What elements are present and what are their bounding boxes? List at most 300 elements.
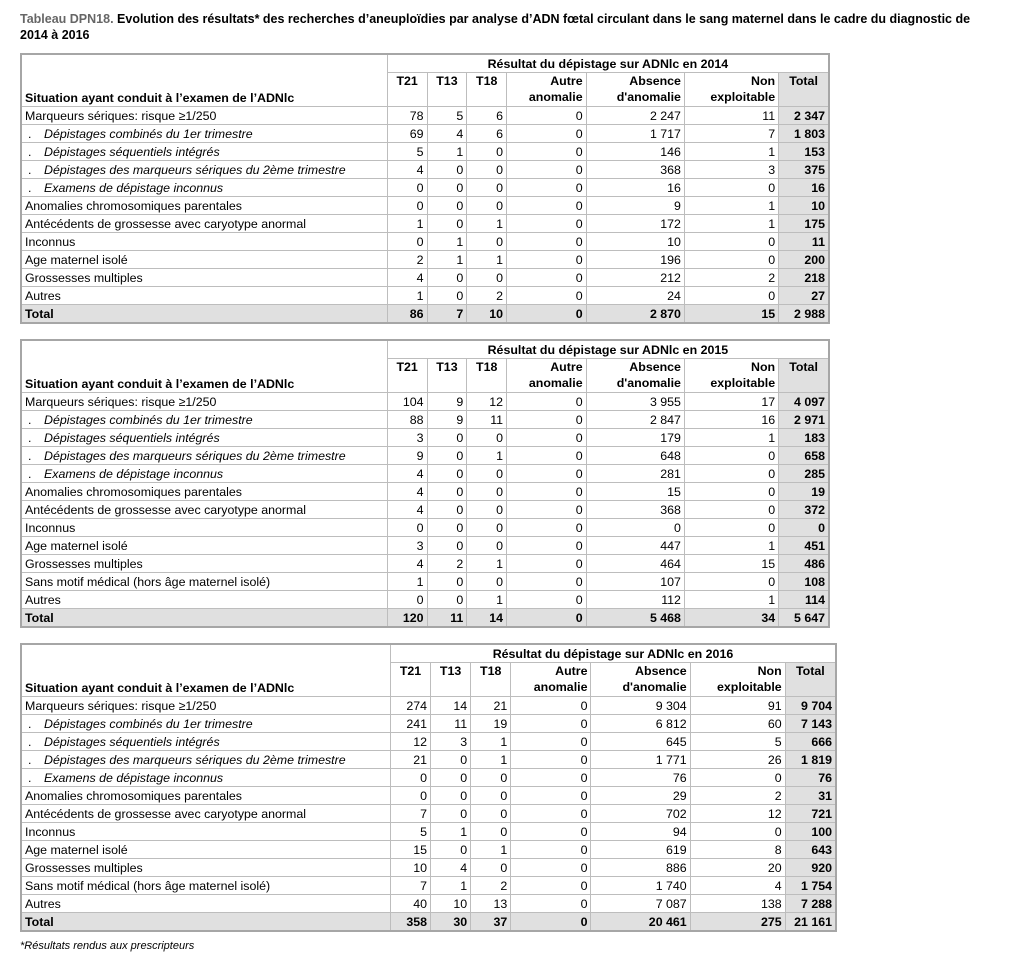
cell-non: 0 (684, 573, 778, 591)
cell-autre: 0 (511, 697, 591, 715)
table-row (21, 877, 836, 895)
table-row (21, 841, 836, 859)
cell-t13: 0 (431, 841, 471, 859)
cell-autre: 0 (507, 447, 587, 465)
col-header-autre (507, 73, 587, 107)
cell-t21: 0 (387, 591, 427, 609)
col-header-t18-line: T18 (480, 664, 502, 678)
cell-autre: 0 (507, 179, 587, 197)
row-label (21, 805, 390, 823)
cell-t13: 0 (427, 161, 467, 179)
col-header-t18 (467, 359, 507, 393)
row-label-text: Antécédents de grossesse avec caryotype anormal (25, 806, 307, 821)
col-header-non-exploitable (690, 663, 785, 697)
cell-non: 0 (684, 233, 778, 251)
cell-t18: 0 (467, 143, 507, 161)
cell-t18: 0 (467, 269, 507, 287)
sub-item-marker: . (28, 430, 32, 445)
cell-t13: 0 (427, 573, 467, 591)
cell-t13: 0 (427, 537, 467, 555)
cell-non: 0 (690, 769, 785, 787)
cell-total: 11 (779, 233, 829, 251)
sub-item-marker: . (28, 412, 32, 427)
cell-non: 34 (684, 609, 778, 628)
table-row (21, 429, 829, 447)
cell-t18: 0 (467, 501, 507, 519)
col-header-t21 (387, 359, 427, 393)
row-label-text: Antécédents de grossesse avec caryotype anormal (25, 216, 307, 231)
cell-t18: 19 (471, 715, 511, 733)
row-label-text: Marqueurs sériques: risque ≥1/250 (25, 698, 217, 713)
col-header-autre-line: anomalie (528, 376, 583, 390)
cell-t13: 0 (427, 215, 467, 233)
total-row (21, 913, 836, 932)
cell-t21: 358 (390, 913, 430, 932)
cell-absence: 172 (586, 215, 684, 233)
cell-total: 31 (785, 787, 836, 805)
col-header-t21-line: T21 (399, 664, 422, 678)
cell-t21: 5 (387, 143, 427, 161)
cell-total: 1 803 (779, 125, 829, 143)
sub-item-marker: . (28, 448, 32, 463)
cell-t18: 0 (471, 823, 511, 841)
cell-autre: 0 (511, 805, 591, 823)
cell-total: 1 754 (785, 877, 836, 895)
cell-t21: 78 (387, 107, 427, 125)
cell-non: 0 (684, 251, 778, 269)
col-header-absence-line: Absence (629, 360, 681, 374)
cell-non: 4 (690, 877, 785, 895)
cell-absence: 368 (586, 501, 684, 519)
table-row (21, 197, 829, 215)
col-header-autre-line: Autre (550, 74, 583, 88)
cell-t21: 69 (387, 125, 427, 143)
cell-t21: 0 (387, 179, 427, 197)
cell-t18: 1 (471, 733, 511, 751)
year-header: Résultat du dépistage sur ADNlc en 2014 (387, 54, 829, 73)
cell-t21: 4 (387, 161, 427, 179)
row-label (21, 859, 390, 877)
cell-absence: 5 468 (586, 609, 684, 628)
cell-absence: 112 (586, 591, 684, 609)
results-table-2 (20, 643, 837, 932)
table-row (21, 233, 829, 251)
cell-non: 1 (684, 197, 778, 215)
cell-t18: 0 (467, 465, 507, 483)
cell-t13: 1 (427, 143, 467, 161)
table-row (21, 179, 829, 197)
cell-absence: 196 (586, 251, 684, 269)
results-table-1 (20, 339, 830, 628)
cell-t21: 88 (387, 411, 427, 429)
cell-total: 372 (779, 501, 829, 519)
cell-non: 12 (690, 805, 785, 823)
cell-non: 1 (684, 215, 778, 233)
year-header: Résultat du dépistage sur ADNlc en 2015 (387, 340, 829, 359)
cell-non: 1 (684, 591, 778, 609)
cell-absence: 9 304 (591, 697, 690, 715)
cell-total: 218 (779, 269, 829, 287)
cell-t13: 11 (431, 715, 471, 733)
cell-non: 15 (684, 305, 778, 324)
cell-non: 8 (690, 841, 785, 859)
total-row (21, 609, 829, 628)
cell-non: 0 (684, 519, 778, 537)
sub-item-marker: . (28, 144, 32, 159)
col-header-autre-line: anomalie (533, 680, 588, 694)
cell-total: 175 (779, 215, 829, 233)
cell-t18: 0 (471, 769, 511, 787)
row-label-text: Total (25, 914, 54, 929)
row-label-text: Examens de dépistage inconnus (44, 180, 224, 195)
cell-t21: 4 (387, 465, 427, 483)
row-label (21, 251, 387, 269)
col-header-total-line: Total (796, 664, 825, 678)
situation-header: Situation ayant conduit à l’examen de l’ADNlc (21, 54, 387, 107)
cell-autre: 0 (507, 269, 587, 287)
sub-item-marker: . (28, 126, 32, 141)
row-label-text: Dépistages séquentiels intégrés (44, 144, 220, 159)
cell-absence: 619 (591, 841, 690, 859)
sub-item-marker: . (28, 734, 32, 749)
cell-total: 666 (785, 733, 836, 751)
cell-total: 16 (779, 179, 829, 197)
table-row (21, 555, 829, 573)
cell-non: 7 (684, 125, 778, 143)
cell-absence: 886 (591, 859, 690, 877)
cell-absence: 107 (586, 573, 684, 591)
cell-autre: 0 (507, 161, 587, 179)
cell-autre: 0 (507, 411, 587, 429)
col-header-t13 (431, 663, 471, 697)
row-label (21, 107, 387, 125)
footnote: *Résultats rendus aux prescripteurs (20, 940, 195, 952)
row-label (21, 465, 387, 483)
cell-autre: 0 (507, 501, 587, 519)
cell-t18: 0 (471, 805, 511, 823)
table-row (21, 411, 829, 429)
cell-total: 643 (785, 841, 836, 859)
cell-absence: 24 (586, 287, 684, 305)
cell-t18: 1 (467, 251, 507, 269)
row-label (21, 913, 390, 932)
cell-autre: 0 (507, 305, 587, 324)
cell-autre: 0 (507, 233, 587, 251)
table-row (21, 161, 829, 179)
cell-t18: 0 (467, 483, 507, 501)
sub-item-marker: . (28, 770, 32, 785)
cell-t21: 4 (387, 483, 427, 501)
col-header-total-line: Total (789, 360, 818, 374)
cell-t21: 120 (387, 609, 427, 628)
row-label (21, 555, 387, 573)
cell-non: 16 (684, 411, 778, 429)
table-row (21, 769, 836, 787)
cell-autre: 0 (511, 715, 591, 733)
table-row (21, 107, 829, 125)
cell-t18: 0 (467, 197, 507, 215)
cell-t13: 30 (431, 913, 471, 932)
cell-t21: 7 (390, 805, 430, 823)
cell-autre: 0 (507, 429, 587, 447)
row-label (21, 197, 387, 215)
table-row (21, 393, 829, 411)
row-label (21, 447, 387, 465)
col-header-t13-line: T13 (436, 360, 458, 374)
cell-total: 153 (779, 143, 829, 161)
cell-non: 20 (690, 859, 785, 877)
cell-autre: 0 (511, 877, 591, 895)
sub-item-marker: . (28, 162, 32, 177)
col-header-t13 (427, 359, 467, 393)
cell-autre: 0 (507, 537, 587, 555)
row-label-text: Anomalies chromosomiques parentales (25, 198, 242, 213)
cell-t18: 6 (467, 107, 507, 125)
cell-absence: 94 (591, 823, 690, 841)
table-row (21, 269, 829, 287)
col-header-autre-line: anomalie (528, 90, 583, 104)
cell-autre: 0 (511, 913, 591, 932)
cell-non: 0 (684, 447, 778, 465)
cell-absence: 9 (586, 197, 684, 215)
col-header-t18 (471, 663, 511, 697)
cell-total: 7 288 (785, 895, 836, 913)
cell-t21: 3 (387, 537, 427, 555)
cell-t21: 0 (390, 769, 430, 787)
cell-absence: 648 (586, 447, 684, 465)
cell-non: 0 (684, 179, 778, 197)
table-caption (20, 11, 980, 43)
cell-t18: 0 (467, 537, 507, 555)
cell-absence: 76 (591, 769, 690, 787)
cell-absence: 2 247 (586, 107, 684, 125)
cell-t21: 104 (387, 393, 427, 411)
cell-absence: 0 (586, 519, 684, 537)
cell-autre: 0 (511, 733, 591, 751)
cell-non: 60 (690, 715, 785, 733)
cell-non: 2 (684, 269, 778, 287)
cell-absence: 2 870 (586, 305, 684, 324)
cell-t13: 10 (431, 895, 471, 913)
cell-absence: 2 847 (586, 411, 684, 429)
row-label (21, 501, 387, 519)
col-header-non-exploitable-line: Non (751, 74, 776, 88)
cell-absence: 179 (586, 429, 684, 447)
cell-absence: 1 771 (591, 751, 690, 769)
cell-t13: 0 (431, 805, 471, 823)
row-label-text: Dépistages des marqueurs sériques du 2ème trimestre (44, 752, 346, 767)
row-label (21, 215, 387, 233)
table-row (21, 143, 829, 161)
row-label-text: Dépistages combinés du 1er trimestre (44, 412, 253, 427)
cell-absence: 281 (586, 465, 684, 483)
cell-total: 486 (779, 555, 829, 573)
cell-autre: 0 (507, 573, 587, 591)
cell-total: 200 (779, 251, 829, 269)
cell-t13: 9 (427, 411, 467, 429)
cell-t18: 14 (467, 609, 507, 628)
cell-non: 11 (684, 107, 778, 125)
cell-t21: 12 (390, 733, 430, 751)
cell-t13: 1 (431, 877, 471, 895)
cell-absence: 7 087 (591, 895, 690, 913)
cell-absence: 464 (586, 555, 684, 573)
results-table-0 (20, 53, 830, 324)
row-label-text: Anomalies chromosomiques parentales (25, 484, 242, 499)
row-label (21, 519, 387, 537)
col-header-t21 (390, 663, 430, 697)
cell-total: 108 (779, 573, 829, 591)
cell-t18: 6 (467, 125, 507, 143)
cell-non: 275 (690, 913, 785, 932)
row-label-text: Examens de dépistage inconnus (44, 770, 224, 785)
cell-t21: 7 (390, 877, 430, 895)
row-label (21, 287, 387, 305)
cell-non: 0 (690, 823, 785, 841)
col-header-t21-line: T21 (396, 74, 418, 88)
cell-total: 5 647 (779, 609, 829, 628)
cell-t21: 10 (390, 859, 430, 877)
cell-autre: 0 (507, 107, 587, 125)
col-header-absence (591, 663, 690, 697)
cell-absence: 16 (586, 179, 684, 197)
cell-total: 451 (779, 537, 829, 555)
cell-t21: 21 (390, 751, 430, 769)
cell-absence: 702 (591, 805, 690, 823)
cell-t13: 0 (427, 447, 467, 465)
cell-t21: 4 (387, 501, 427, 519)
cell-t13: 4 (427, 125, 467, 143)
cell-non: 0 (684, 483, 778, 501)
cell-autre: 0 (507, 125, 587, 143)
col-header-total (785, 663, 836, 697)
cell-autre: 0 (507, 483, 587, 501)
cell-t18: 13 (471, 895, 511, 913)
cell-t13: 5 (427, 107, 467, 125)
row-label-text: Grossesses multiples (25, 556, 143, 571)
row-label (21, 269, 387, 287)
cell-absence: 15 (586, 483, 684, 501)
table-row (21, 537, 829, 555)
col-header-t13-line: T13 (439, 664, 462, 678)
cell-absence: 645 (591, 733, 690, 751)
row-label-text: Marqueurs sériques: risque ≥1/250 (25, 394, 217, 409)
cell-absence: 6 812 (591, 715, 690, 733)
cell-autre: 0 (511, 787, 591, 805)
cell-non: 91 (690, 697, 785, 715)
cell-total: 10 (779, 197, 829, 215)
row-label (21, 769, 390, 787)
row-label (21, 877, 390, 895)
row-label-text: Anomalies chromosomiques parentales (25, 788, 242, 803)
situation-header: Situation ayant conduit à l’examen de l’ADNlc (21, 644, 390, 697)
cell-t21: 274 (390, 697, 430, 715)
cell-autre: 0 (507, 609, 587, 628)
row-label-text: Dépistages séquentiels intégrés (44, 734, 220, 749)
col-header-total-line: Total (789, 74, 818, 88)
row-label-text: Autres (25, 896, 61, 911)
table-row (21, 787, 836, 805)
row-label (21, 715, 390, 733)
cell-t13: 9 (427, 393, 467, 411)
cell-t18: 2 (471, 877, 511, 895)
cell-autre: 0 (507, 251, 587, 269)
cell-t13: 3 (431, 733, 471, 751)
col-header-non-exploitable (684, 73, 778, 107)
cell-t18: 12 (467, 393, 507, 411)
row-label-text: Dépistages des marqueurs sériques du 2ème trimestre (44, 448, 346, 463)
row-label (21, 609, 387, 628)
cell-t18: 1 (467, 591, 507, 609)
cell-t18: 1 (467, 447, 507, 465)
cell-t18: 0 (467, 573, 507, 591)
cell-autre: 0 (507, 143, 587, 161)
cell-non: 15 (684, 555, 778, 573)
table-row (21, 501, 829, 519)
col-header-non-exploitable (684, 359, 778, 393)
col-header-absence-line: d'anomalie (616, 90, 681, 104)
cell-t21: 0 (387, 197, 427, 215)
cell-t21: 0 (387, 519, 427, 537)
row-label-text: Dépistages des marqueurs sériques du 2ème trimestre (44, 162, 346, 177)
cell-t13: 0 (427, 429, 467, 447)
cell-t18: 0 (467, 233, 507, 251)
cell-total: 2 971 (779, 411, 829, 429)
cell-total: 721 (785, 805, 836, 823)
cell-non: 2 (690, 787, 785, 805)
row-label-text: Sans motif médical (hors âge maternel isolé) (25, 878, 271, 893)
table-row (21, 805, 836, 823)
cell-t13: 1 (431, 823, 471, 841)
table-row (21, 733, 836, 751)
cell-total: 19 (779, 483, 829, 501)
situation-header: Situation ayant conduit à l’examen de l’ADNlc (21, 340, 387, 393)
col-header-absence (586, 73, 684, 107)
cell-t13: 0 (427, 519, 467, 537)
col-header-absence (586, 359, 684, 393)
cell-total: 183 (779, 429, 829, 447)
cell-t21: 3 (387, 429, 427, 447)
cell-non: 3 (684, 161, 778, 179)
caption-prefix: Tableau DPN18. (20, 12, 114, 26)
table-row (21, 483, 829, 501)
cell-non: 17 (684, 393, 778, 411)
cell-total: 100 (785, 823, 836, 841)
row-label (21, 393, 387, 411)
cell-t21: 0 (387, 233, 427, 251)
row-label-text: Inconnus (25, 824, 76, 839)
cell-absence: 368 (586, 161, 684, 179)
cell-t13: 0 (431, 769, 471, 787)
cell-non: 138 (690, 895, 785, 913)
table-row (21, 447, 829, 465)
cell-t13: 0 (427, 501, 467, 519)
cell-t21: 86 (387, 305, 427, 324)
cell-absence: 1 740 (591, 877, 690, 895)
cell-t18: 0 (467, 429, 507, 447)
row-label (21, 411, 387, 429)
sub-item-marker: . (28, 752, 32, 767)
cell-absence: 1 717 (586, 125, 684, 143)
col-header-non-exploitable-line: exploitable (716, 680, 782, 694)
cell-total: 9 704 (785, 697, 836, 715)
row-label (21, 697, 390, 715)
row-label-text: Sans motif médical (hors âge maternel isolé) (25, 574, 271, 589)
cell-t18: 37 (471, 913, 511, 932)
cell-total: 285 (779, 465, 829, 483)
row-label-text: Age maternel isolé (25, 538, 128, 553)
cell-t21: 241 (390, 715, 430, 733)
